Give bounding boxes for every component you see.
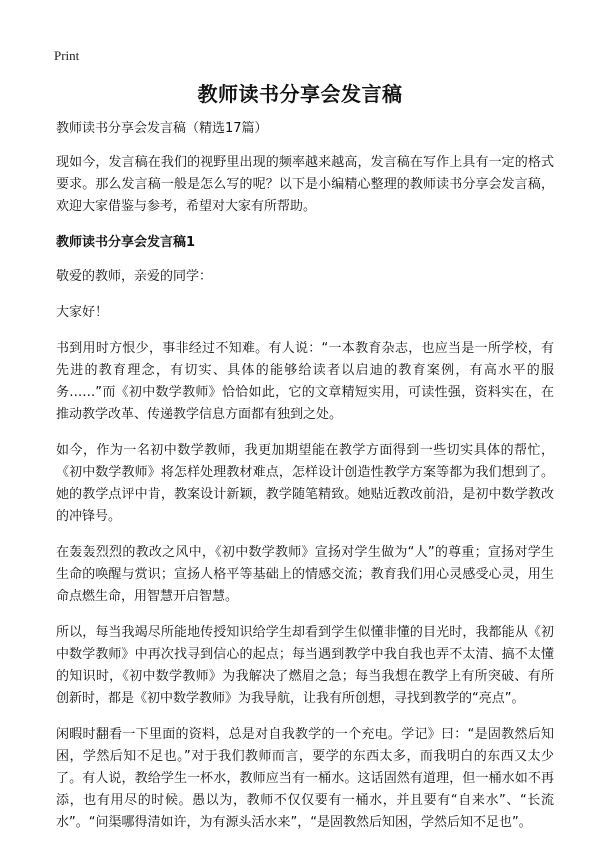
salutation-paragraph: 敬爱的教师，亲爱的同学： bbox=[56, 269, 213, 284]
section-heading: 教师读书分享会发言稿1 bbox=[56, 235, 196, 250]
body-paragraph: 书到用时方恨少，事非经过不知难。有人说：“一本教育杂志，也应当是一所学校，有先进的教育理念，有切实、具体的能够给读者以启迪的教育案例，有高水平的服务……”而《初中数学教师》恰恰如此，它的文章精短实用，可读性强，资料实在，在推动教学改革、传递教学信息方面都有独到之处。 bbox=[56, 341, 554, 422]
document-title: 教师读书分享会发言稿 bbox=[197, 82, 403, 106]
body-paragraph: 如今，作为一名初中数学教师，我更加期望能在教学方面得到一些切实具体的帮忙，《初中数学教师》将怎样处理教材难点，怎样设计创造性教学方案等都为我们想到了。她的教学点评中肯，教案设计新颖，教学随笔精致。她贴近教改前沿，是初中数学教改的冲锋号。 bbox=[56, 443, 554, 524]
document-subtitle: 教师读书分享会发言稿（精选17篇） bbox=[56, 121, 268, 136]
intro-paragraph: 现如今，发言稿在我们的视野里出现的频率越来越高，发言稿在写作上具有一定的格式要求。那么发言稿一般是怎么写的呢？以下是小编精心整理的教师读书分享会发言稿，欢迎大家借鉴与参考，希望对大家有所帮助。 bbox=[56, 155, 554, 214]
body-paragraph: 闲暇时翻看一下里面的资料，总是对自我教学的一个充电。学记》曰：“是固教然后知困，学然后知不足也。”对于我们教师而言，要学的东西太多，而我明白的东西又太少了。有人说，教给学生一杯水，教师应当有一桶水。这话固然有道理，但一桶水如不再添，也有用尽的时候。愚以为，教师不仅仅要有一桶水，并且要有“自来水”、“长流水”。“问渠哪得清如许，为有源头活水来”，“是固教然后知困，学然后知不足也”。 bbox=[56, 727, 554, 830]
greeting-paragraph: 大家好！ bbox=[56, 305, 109, 320]
print-link[interactable]: Print bbox=[54, 48, 80, 63]
body-paragraph: 所以，每当我竭尽所能地传授知识给学生却看到学生似懂非懂的目光时，我都能从《初中数学教师》中再次找寻到信心的起点；每当遇到教学中我自我也弄不太清、搞不太懂的知识时，《初中数学教师》为我解决了燃眉之急；每当我想在教学上有所突破、有所创新时，都是《初中数学教师》为我导航，让我有所创想，寻找到教学的“亮点”。 bbox=[56, 625, 554, 706]
document-body bbox=[56, 118, 554, 848]
body-paragraph: 在轰轰烈烈的教改之风中，《初中数学教师》宣扬对学生做为“人”的尊重；宣扬对学生生命的唤醒与赏识；宣扬人格平等基础上的情感交流；教育我们用心灵感受心灵，用生命点燃生命，用智慧开启智慧。 bbox=[56, 545, 554, 604]
